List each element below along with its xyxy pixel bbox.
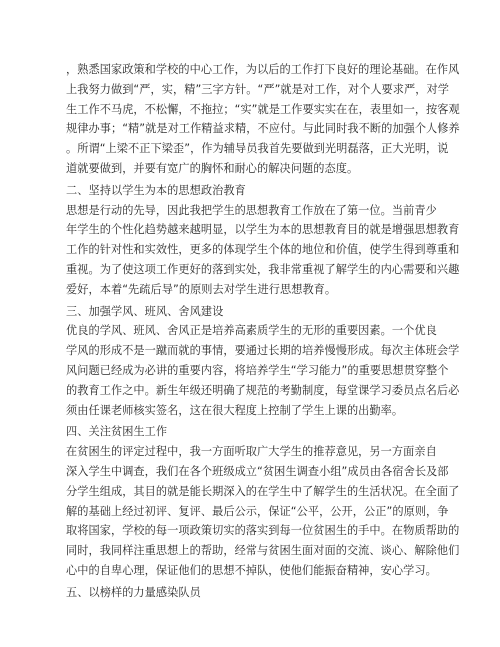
paragraph-line: 工作的针对性和实效性，更多的体现学生个体的地位和价值，使学生得到尊重和 — [66, 243, 460, 257]
paragraph-line: 上我努力做到“严，实，精”三字方针。“严”就是对工作，对个人要求严，对学 — [66, 82, 449, 96]
paragraph-line: 重视。为了使这项工作更好的落到实处，我非常重视了解学生的内心需要和兴趣 — [66, 262, 460, 276]
paragraph-line: 须由任课老师核实签名，这在很大程度上控制了学生上课的出勤率。 — [66, 403, 404, 417]
paragraph-line: 深入学生中调查，我们在各个班级成立“贫困生调查小组”成员由各宿舍长及部 — [66, 464, 449, 478]
paragraph-line: 风问题已经成为必讲的重要内容，将培养学生“学习能力”的重要思想贯穿整个 — [66, 363, 449, 377]
paragraph-line: 同时，我同样注重思想上的帮助，经常与贫困生面对面的交流、谈心、解除他们 — [66, 544, 460, 558]
paragraph-line: 道就要做到，并要有宽广的胸怀和耐心的解决问题的态度。 — [66, 161, 359, 175]
section-heading: 三、加强学风、班风、舍风建设 — [66, 304, 224, 318]
section-heading: 四、关注贫困生工作 — [66, 425, 168, 439]
paragraph-line: 。所谓“上梁不正下梁歪”，作为辅导员我首先要做到光明磊落，正大光明，说 — [66, 142, 449, 156]
paragraph-line: 的教育工作之中。新生年级还明确了规范的考勤制度，每堂课学习委员点名后必 — [66, 383, 460, 397]
paragraph-line: 取将国家，学校的每一项政策切实的落实到每一位贫困生的手中。在物质帮助的 — [66, 524, 460, 538]
paragraph-line: 解的基础上经过初评、复评、最后公示，保证“公平，公开，公正”的原则，争 — [66, 504, 449, 518]
paragraph-line: 生工作不马虎，不松懈，不拖拉；“实”就是工作要实实在在，表里如一，按客观 — [66, 102, 460, 116]
paragraph-line: 思想是行动的先导，因此我把学生的思想教育工作放在了第一位。当前青少 — [66, 203, 437, 217]
paragraph-line: 年学生的个性化趋势越来越明显，以学生为本的思想教育目的就是增强思想教育 — [66, 223, 460, 237]
paragraph-line: 在贫困生的评定过程中，我一方面听取广大学生的推荐意见，另一方面亲自 — [66, 445, 437, 459]
paragraph-line: 分学生组成，其目的就是能长期深入的在学生中了解学生的生活状况。在全面了 — [66, 484, 460, 498]
paragraph-line: ，熟悉国家政策和学校的中心工作，为以后的工作打下良好的理论基础。在作风 — [66, 63, 460, 76]
section-heading: 二、坚持以学生为本的思想政治教育 — [66, 183, 246, 197]
section-heading: 五、以榜样的力量感染队员 — [66, 585, 201, 599]
paragraph-line: 优良的学风、班风、舍风正是培养高素质学生的无形的重要因素。一个优良 — [66, 324, 437, 338]
paragraph-line: 学风的形成不是一蹴而就的事情，要通过长期的培养慢慢形成。每次主体班会学 — [66, 344, 460, 358]
paragraph-line: 爱好，本着“先疏后导”的原则去对学生进行思想教育。 — [66, 282, 337, 296]
paragraph-line: 规律办事；“精”就是对工作精益求精，不应付。与此同时我不断的加强个人修养 — [66, 122, 460, 136]
paragraph-line: 心中的自卑心理，保证他们的思想不掉队，使他们能振奋精神，安心学习。 — [66, 563, 437, 577]
